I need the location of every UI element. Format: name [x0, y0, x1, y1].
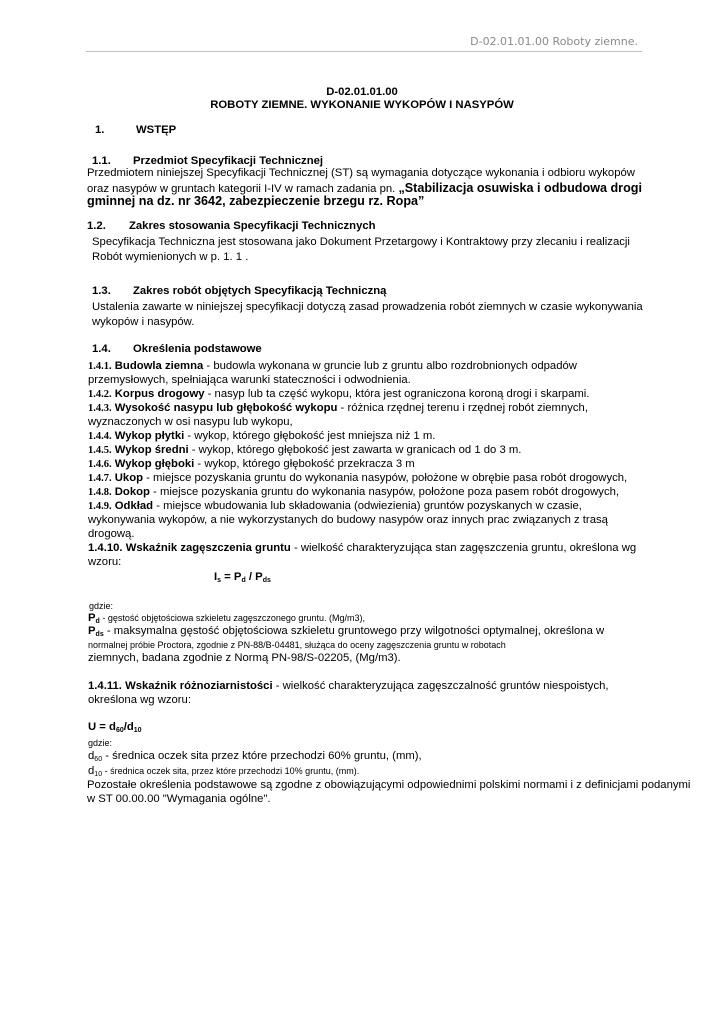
symbol-definition-cont: ziemnych, badana zgodnie z Normą PN-98/S-02205, (Mg/m3). — [88, 652, 401, 664]
definition-cont: wykonywania wykopów, a nie wykorzystanych do budowy nasypów oraz innych prac związanych z trasą — [88, 514, 608, 526]
spec-title: ROBOTY ZIEMNE. WYKONANIE WYKOPÓW I NASYPÓW — [210, 99, 514, 111]
section-1-3-number: 1.3. — [92, 285, 111, 297]
spec-code: D-02.01.01.00 — [326, 86, 398, 98]
paragraph-line: oraz nasypów w gruntach kategorii I-IV w ramach zadania pn. „Stabilizacja osuwiska i odbudowa drogi — [87, 181, 642, 195]
paragraph-line: Pozostałe określenia podstawowe są zgodne z obowiązującymi odpowiednimi polskimi normami i z definicjami podanymi — [87, 779, 691, 791]
definition-item: 1.4.2. Korpus drogowy - nasyp lub ta część wykopu, która jest ograniczona koroną drogi i skarpami. — [88, 388, 590, 400]
where-label: gdzie: — [89, 601, 114, 611]
definition-item: 1.4.3. Wysokość nasypu lub głębokość wykopu - różnica rzędnej terenu i rzędnej robót ziemnych, — [88, 402, 588, 414]
definition-cont: drogową. — [88, 528, 135, 540]
paragraph-line: Przedmiotem niniejszej Specyfikacji Technicznej (ST) są wymagania dotyczące wykonania i odbioru wykopów — [87, 167, 635, 179]
section-1-1-number: 1.1. — [92, 155, 111, 167]
symbol-definition-cont: normalnej próbie Proctora, zgodnie z PN-88/B-04481, służąca do oceny zagęszczenia gruntu w robotach — [88, 640, 506, 650]
paragraph-line: wykopów i nasypów. — [92, 316, 195, 328]
definition-item: 1.4.10. Wskaźnik zagęszczenia gruntu - wielkość charakteryzująca stan zagęszczenia gruntu, określona wg — [88, 542, 637, 554]
uniformity-formula: $U = d_{60}/d_{10}$ — [88, 721, 142, 734]
header-divider — [86, 51, 642, 52]
section-1-4-number: 1.4. — [92, 343, 111, 355]
definition-cont: wzoru: — [88, 556, 122, 568]
paragraph-line: w ST 00.00.00 "Wymagania ogólne". — [87, 793, 271, 805]
definition-item: 1.4.9. Odkład - miejsce wbudowania lub składowania (odwiezienia) gruntów pozyskanych w czasie, — [88, 500, 582, 512]
project-name-cont: gminnej na dz. nr 3642, zabezpieczenie brzegu rz. Ropa” — [87, 194, 425, 208]
symbol-definition: $d_{60}$ - średnica oczek sita przez które przechodzi 60% gruntu, (mm), — [88, 750, 422, 763]
definition-item: 1.4.4. Wykop płytki - wykop, którego głębokość jest mniejsza niż 1 m. — [88, 430, 436, 442]
paragraph-line: Specyfikacja Techniczna jest stosowana jako Dokument Przetargowy i Kontraktowy przy zlecaniu i realizacji — [92, 236, 630, 248]
definition-cont: wyznaczonych w osi nasypu lub wykopu, — [88, 416, 293, 428]
paragraph-line: Robót wymienionych w p. 1. 1 . — [92, 251, 249, 263]
section-1-2-number: 1.2. — [87, 220, 106, 232]
definition-item: 1.4.5. Wykop średni - wykop, którego głębokość jest zawarta w granicach od 1 do 3 m. — [88, 444, 522, 456]
compaction-formula: $I_s = P_d / P_{ds}$ — [214, 571, 271, 584]
project-name: „Stabilizacja osuwiska i odbudowa drogi — [398, 181, 642, 195]
symbol-definition: $P_d$ - gęstość objętościowa szkieletu zagęszczonego gruntu. (Mg/m3), — [88, 612, 365, 625]
definition-item: 1.4.8. Dokop - miejsce pozyskania gruntu do wykonania nasypów, położone poza pasem robót drogowych, — [88, 486, 620, 498]
section-1-number: 1. — [95, 124, 105, 136]
section-1-4-title: Określenia podstawowe — [133, 343, 262, 355]
definition-item: 1.4.11. Wskaźnik różnoziarnistości - wielkość charakteryzująca zagęszczalność gruntów niespoistych, — [88, 680, 609, 692]
section-1-3-title: Zakres robót objętych Specyfikacją Techniczną — [133, 285, 387, 297]
running-header: D-02.01.01.00 Roboty ziemne. — [470, 35, 638, 48]
paragraph-line: Ustalenia zawarte w niniejszej specyfikacji dotyczą zasad prowadzenia robót ziemnych w czasie wykonywania — [92, 301, 643, 313]
definition-cont: przemysłowych, spełniająca warunki stateczności i odwodnienia. — [88, 374, 411, 386]
where-label: gdzie: — [88, 738, 113, 748]
section-1-2-title: Zakres stosowania Specyfikacji Technicznych — [129, 220, 376, 232]
symbol-definition: $d_{10}$ - średnica oczek sita, przez które przechodzi 10% gruntu, (mm). — [88, 765, 360, 778]
definition-item: 1.4.7. Ukop - miejsce pozyskania gruntu do wykonania nasypów, położone w obrębie pasa robót drogowych, — [88, 472, 628, 484]
definition-item: 1.4.6. Wykop głęboki - wykop, którego głębokość przekracza 3 m — [88, 458, 415, 470]
symbol-definition: $P_{ds}$ - maksymalna gęstość objętościowa szkieletu gruntowego przy wilgotności optymalnej, określona w — [88, 625, 605, 638]
definition-item: 1.4.1. Budowla ziemna - budowla wykonana w gruncie lub z gruntu albo rozdrobnionych odpadów — [88, 360, 577, 372]
section-1-1-title: Przedmiot Specyfikacji Technicznej — [133, 155, 324, 167]
definition-cont: określona wg wzoru: — [88, 694, 191, 706]
section-1-title: WSTĘP — [136, 124, 177, 136]
